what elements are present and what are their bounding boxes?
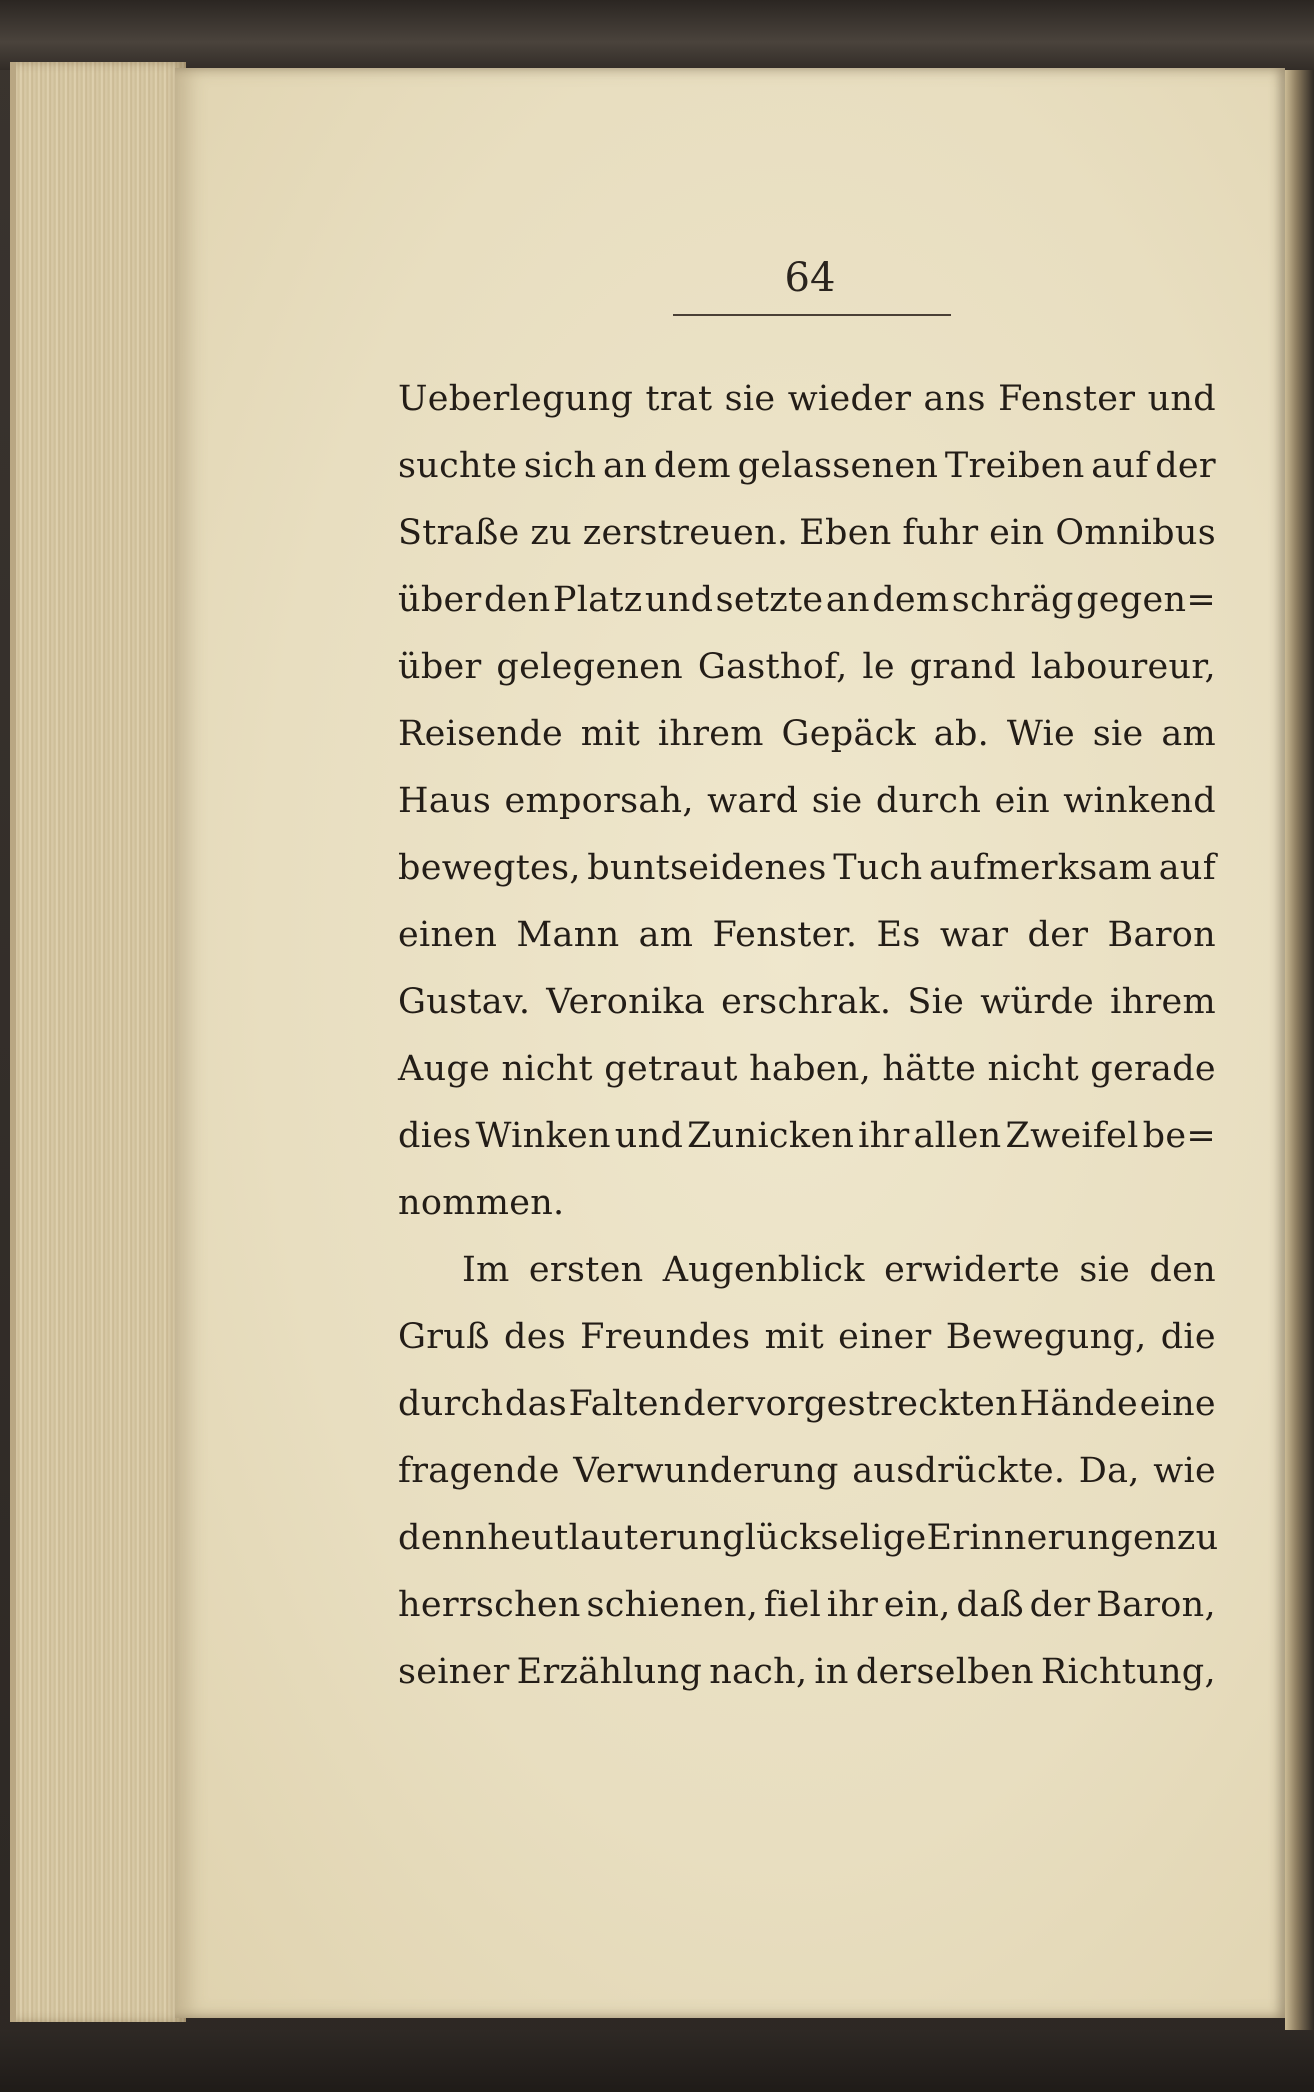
word: herrschen — [398, 1585, 581, 1625]
word: Fenster — [998, 379, 1136, 419]
word: dies — [398, 1116, 472, 1156]
word: der — [683, 1384, 744, 1424]
word: buntseidenes — [587, 848, 827, 888]
word: Haus — [398, 781, 492, 821]
book-cover-top — [0, 0, 1314, 70]
word: durch — [875, 781, 982, 821]
text-line — [398, 1304, 1216, 1371]
word: allen — [913, 1116, 1002, 1156]
word: vorgestreckten — [745, 1384, 1018, 1424]
word: setzte — [715, 580, 824, 620]
word: lauter — [568, 1518, 677, 1558]
word: dem — [653, 446, 731, 486]
word: Gepäck — [781, 714, 917, 754]
text-line — [398, 634, 1216, 701]
word: Augenblick — [662, 1250, 865, 1290]
word: le — [862, 647, 895, 687]
text-line — [398, 902, 1216, 969]
word: auf — [1158, 848, 1216, 888]
word: den — [483, 580, 551, 620]
word: Bewegung, — [945, 1317, 1147, 1357]
word: Eben — [799, 513, 892, 553]
word: Da, — [1078, 1451, 1140, 1491]
word: den — [1149, 1250, 1216, 1290]
word: nicht — [501, 1049, 593, 1089]
word: gelegenen — [496, 647, 684, 687]
body-text — [398, 366, 1219, 1706]
word: ihrem — [657, 714, 764, 754]
word: getraut — [604, 1049, 738, 1089]
word: Baron — [1107, 915, 1216, 955]
word: seiner — [398, 1652, 510, 1692]
word: derselben — [855, 1652, 1034, 1692]
word: be= — [1142, 1116, 1216, 1156]
word: schienen, — [586, 1585, 759, 1625]
word: ans — [923, 379, 986, 419]
word: an — [825, 580, 870, 620]
word: mit — [764, 1317, 824, 1357]
word: ihr — [826, 1585, 879, 1625]
word: suchte — [398, 446, 518, 486]
word: wie — [1153, 1451, 1216, 1491]
word: nicht — [987, 1049, 1079, 1089]
word: ein — [994, 781, 1050, 821]
word: Straße — [398, 513, 520, 553]
word: ward — [707, 781, 799, 821]
word: fiel — [763, 1585, 822, 1625]
word: des — [503, 1317, 566, 1357]
word: am — [1161, 714, 1216, 754]
text-line — [398, 1036, 1216, 1103]
word: unglückselige — [676, 1518, 927, 1558]
word: ein, — [883, 1585, 951, 1625]
text-line: nommen. — [398, 1183, 565, 1223]
word: emporsah, — [504, 781, 694, 821]
word: Es — [876, 915, 921, 955]
text-line — [398, 1572, 1216, 1639]
word: erschrak. — [721, 982, 892, 1022]
word: durch — [398, 1384, 504, 1424]
word: das — [504, 1384, 567, 1424]
text-line — [398, 835, 1216, 902]
word: über — [398, 647, 482, 687]
word: ihrem — [1110, 982, 1216, 1022]
word: Erinnerungen — [926, 1518, 1177, 1558]
page-number: 64 — [784, 255, 836, 301]
word: schräg — [951, 580, 1074, 620]
word: sie — [811, 781, 863, 821]
word: Verwunderung — [573, 1451, 839, 1491]
text-line — [398, 969, 1216, 1036]
word: zu — [530, 513, 572, 553]
word: Mann — [516, 915, 620, 955]
text-line — [398, 1438, 1216, 1505]
word: sie — [724, 379, 776, 419]
word: einer — [838, 1317, 932, 1357]
text-line — [398, 1639, 1216, 1706]
text-line — [398, 1505, 1219, 1572]
word: fragende — [398, 1451, 560, 1491]
word: Ueberlegung — [398, 379, 634, 419]
word: trat — [645, 379, 713, 419]
word: der — [1027, 915, 1089, 955]
text-line — [398, 1103, 1216, 1170]
page-stack-edges — [10, 62, 186, 2022]
word: und — [614, 1116, 684, 1156]
word: Treiben — [944, 446, 1085, 486]
word: Zunicken — [687, 1116, 855, 1156]
word: ihr — [858, 1116, 910, 1156]
word: winkend — [1063, 781, 1216, 821]
word: laboureur, — [1030, 647, 1216, 687]
word: erwiderte — [884, 1250, 1061, 1290]
word: fuhr — [902, 513, 979, 553]
text-line — [398, 366, 1216, 433]
word: Platz — [552, 580, 643, 620]
word: Omnibus — [1055, 513, 1216, 553]
word: Tuch — [833, 848, 923, 888]
word: denn — [398, 1518, 488, 1558]
word: zerstreuen. — [582, 513, 789, 553]
text-line — [398, 433, 1216, 500]
text-line — [398, 701, 1216, 768]
word: bewegtes, — [398, 848, 581, 888]
word: Winken — [475, 1116, 611, 1156]
word: Falten — [568, 1384, 682, 1424]
word: ausdrückte. — [852, 1451, 1066, 1491]
book-right-edge — [1285, 70, 1314, 2030]
word: über — [398, 580, 482, 620]
word: dem — [872, 580, 950, 620]
word: sich — [523, 446, 597, 486]
word: auf — [1091, 446, 1149, 486]
word: gelassenen — [737, 446, 939, 486]
word: und — [644, 580, 714, 620]
word: Auge — [398, 1049, 491, 1089]
word: haben, — [749, 1049, 872, 1089]
word: Erzählung — [516, 1652, 703, 1692]
word: ersten — [528, 1250, 644, 1290]
word: eine — [1139, 1384, 1216, 1424]
word: heut — [487, 1518, 569, 1558]
word: in — [814, 1652, 849, 1692]
word: Baron, — [1096, 1585, 1216, 1625]
word: Gruß — [398, 1317, 490, 1357]
word: Reisende — [398, 714, 563, 754]
word: und — [1147, 379, 1216, 419]
word: Wie — [1006, 714, 1076, 754]
text-line — [398, 500, 1216, 567]
word: nach, — [709, 1652, 808, 1692]
word: ein — [989, 513, 1045, 553]
word: Freundes — [580, 1317, 751, 1357]
text-line — [398, 567, 1216, 634]
word: Gustav. — [398, 982, 531, 1022]
word: Im — [462, 1250, 510, 1290]
word: daß — [956, 1585, 1024, 1625]
word: Sie — [907, 982, 965, 1022]
text-line — [398, 1237, 1216, 1304]
word: grand — [909, 647, 1017, 687]
word: war — [939, 915, 1009, 955]
word: hätte — [882, 1049, 977, 1089]
word: zu — [1176, 1518, 1219, 1558]
word: der — [1155, 446, 1216, 486]
header-rule — [673, 314, 951, 316]
word: gerade — [1090, 1049, 1216, 1089]
word: Zweifel — [1005, 1116, 1139, 1156]
word: der — [1029, 1585, 1091, 1625]
word: einen — [398, 915, 498, 955]
word: die — [1160, 1317, 1216, 1357]
word: wieder — [787, 379, 912, 419]
word: am — [638, 915, 694, 955]
word: Fenster. — [712, 915, 858, 955]
text-line — [398, 1371, 1216, 1438]
text-line — [398, 768, 1216, 835]
word: mit — [580, 714, 641, 754]
word: Veronika — [546, 982, 706, 1022]
word: Richtung, — [1040, 1652, 1216, 1692]
word: sie — [1092, 714, 1144, 754]
word: an — [603, 446, 648, 486]
word: aufmerksam — [928, 848, 1153, 888]
word: gegen= — [1076, 580, 1216, 620]
word: Gasthof, — [697, 647, 848, 687]
word: ab. — [933, 714, 990, 754]
word: würde — [980, 982, 1095, 1022]
book-cover-bottom — [0, 2030, 1314, 2092]
word: sie — [1079, 1250, 1131, 1290]
word: Hände — [1019, 1384, 1139, 1424]
